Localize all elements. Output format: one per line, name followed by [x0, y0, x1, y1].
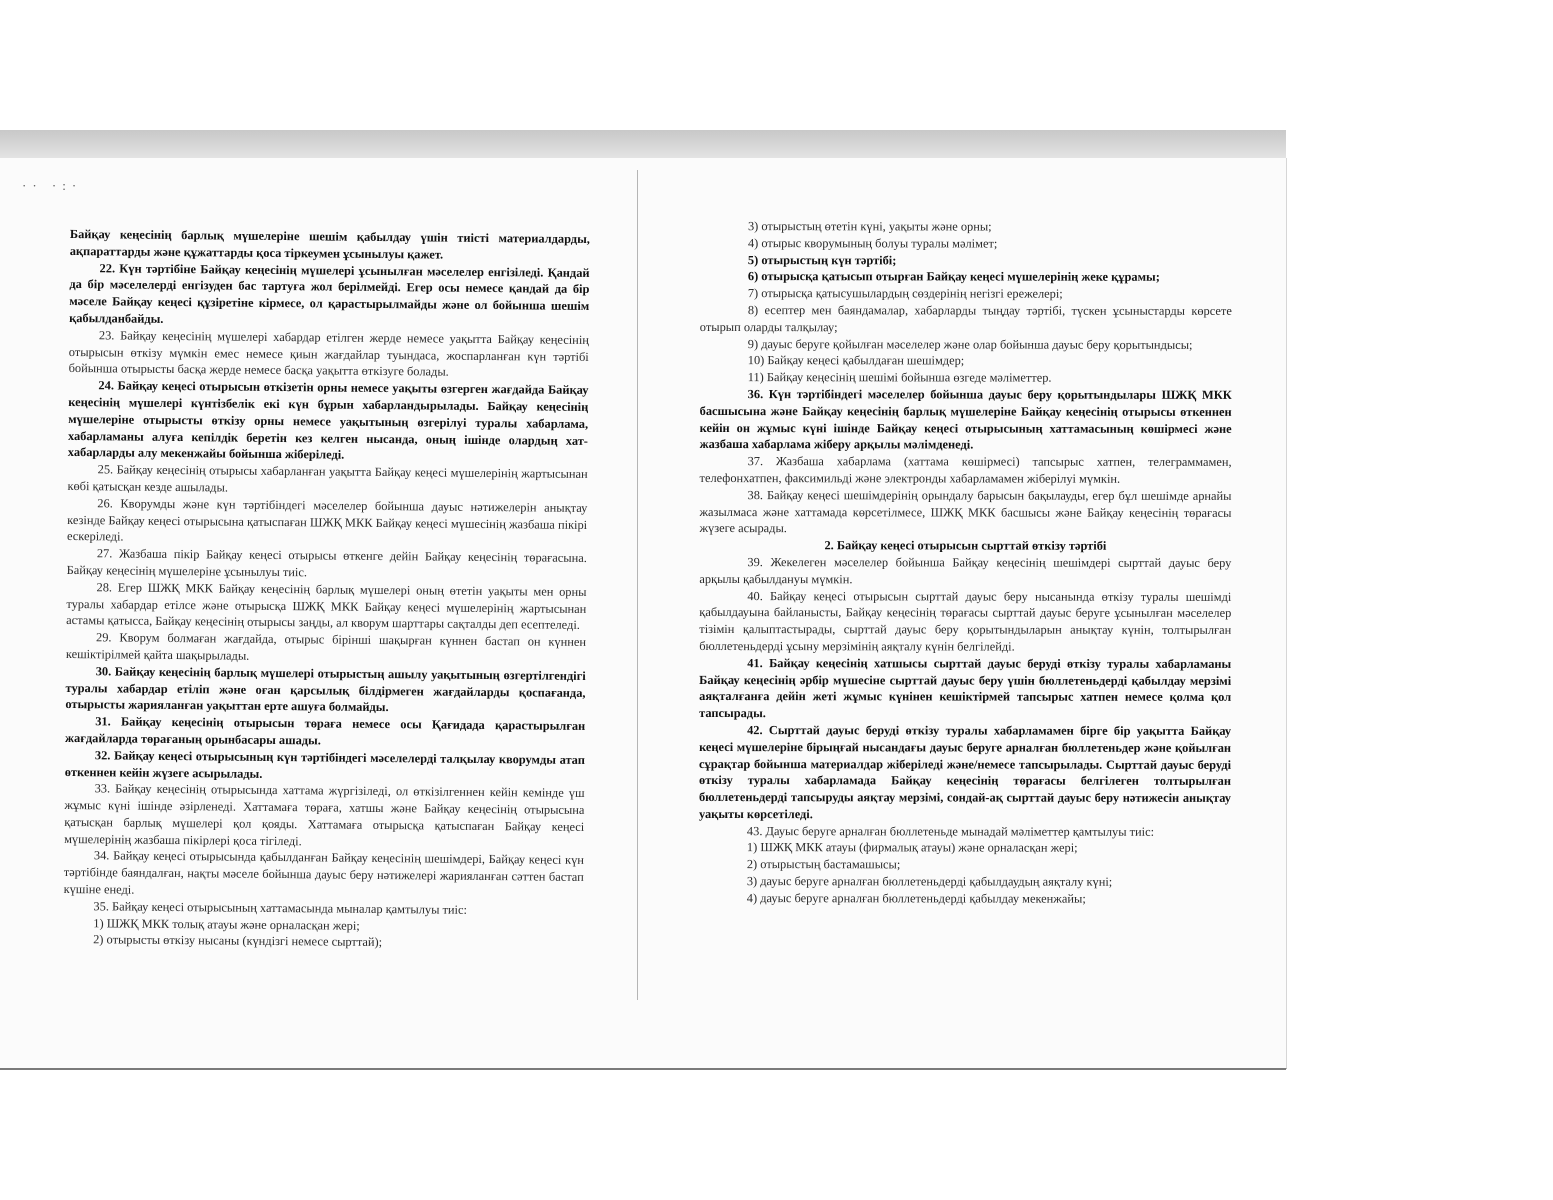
paragraph: 2) отырысты өткізу нысаны (күндізгі немесе сырттай); — [93, 932, 383, 950]
paragraph: 9) дауыс беруге қойылған мәселелер және олар бойынша дауыс беру қорытындысы; — [747, 336, 1193, 352]
scanner-bottom-edge — [0, 1068, 1286, 1070]
paragraph: 2. Байқау кеңесі отырысын сырттай өткізу тәртібі — [824, 538, 1107, 553]
paragraph: 29. Кворум болмаған жағдайда, отырыс бірінші шақырған күннен бастап он күннен кешіктірілмей қайта шақырылады. — [65, 630, 587, 663]
paragraph: 6) отырысқа қатысып отырған Байқау кеңесі мүшелерінің жеке құрамы; — [747, 269, 1160, 285]
paragraph: 4) дауыс беруге арналған бюллетеньдерді қабылдау мекенжайы; — [746, 890, 1086, 906]
page-fold-line — [637, 170, 638, 1000]
paragraph: 7) отырысқа қатысушылардың сөздерінің негізгі ережелері; — [747, 286, 1063, 301]
paragraph: 23. Байқау кеңесінің мүшелері хабардар етілген жерде немесе уақытта Байқау кеңесінің отырысын өткізу мүмкін емес немесе қиын жағдайлар туындаса, жоспарланған күн тәртібі бойынша отырысты басқа жерде немесе басқа уақытта өткізуге болады. — [68, 328, 589, 380]
paragraph: 33. Байқау кеңесінің отырысында хаттама жүргізіледі, ол өткізілгеннен кейін кемінде үш жұмыс күні ішінде әзірленеді. Хаттамаға төраға, хатшы және Байқау кеңесінің отырысына қатысқан барлық мүшелері қол қояды. Хаттамаға отырысқа қатыспаған Байқау кеңесі мүшелерінің жазбаша пікірлері қоса тігіледі. — [64, 781, 585, 848]
paragraph: 30. Байқау кеңесінің барлық мүшелері отырыстың ашылу уақытының өзгертілгендігі туралы хабардар етіліп және оған қарсылық білдірмеген жағдайларды қоспағанда, отырысты жарияланған уақыттан ерте ашуға болмайды. — [65, 663, 586, 715]
paragraph: 8) есептер мен баяндамалар, хабарларды тыңдау тәртібі, түскен ұсыныстарды көрсете отырып оларды талқылау; — [699, 303, 1232, 335]
paragraph: 1) ШЖҚ МКК атауы (фирмалық атауы) және орналасқан жері; — [746, 840, 1078, 856]
paragraph: 3) отырыстың өтетін күні, уақыты және орны; — [747, 219, 992, 234]
paragraph: 25. Байқау кеңесінің отырысы хабарланған уақытта Байқау кеңесі мүшелерінің жартысынан көбі қатысқан кезде ашылады. — [67, 462, 588, 495]
paragraph: 26. Кворумды және күн тәртібіндегі мәселелер бойынша дауыс нәтижелерін анықтау кезінде Байқау кеңесі отырысына қатыспаған ШЖҚ МКК Байқау кеңесі мүшесінің жазбаша пікірі ескеріледі. — [66, 496, 588, 544]
left-page-column — [63, 226, 590, 953]
paragraph: 4) отырыс кворумының болуы туралы мәлімет; — [747, 235, 998, 251]
paragraph: Байқау кеңесінің барлық мүшелеріне шешім қабылдау үшін тиісті материалдарды, ақпараттарды және құжаттарды қоса тіркеумен ұсынылуы қажет. — [69, 226, 590, 262]
scanner-top-shadow — [0, 130, 1286, 158]
paragraph: 36. Күн тәртібіндегі мәселелер бойынша дауыс беру қорытындылары ШЖҚ МКК басшысына және Байқау кеңесінің барлық мүшелеріне Байқау кеңесінің отырысы өткеннен кейін он жұмыс күні ішінде Байқау кеңесі отырысының хаттамасының көшірмесі және жазбаша хабарлама жіберу арқылы мәлімденеді. — [699, 387, 1232, 452]
paragraph: 42. Сырттай дауыс беруді өткізу туралы хабарламамен бірге бір уақытта Байқау кеңесі мүшелеріне бірыңғай нысандағы дауыс беруге арналған бюллетеньдер және қойылған сұрақтар бойынша материалдар жіберіледі және/немесе тапсырылады. Сырттай дауыс беруді өткізу туралы хабарламада Байқау кеңесінің төрағасы белгілеген толтырылған бюллетеньдерді тапсыруды аяқтау мерзімі, сондай-ақ сырттай дауыс беру нәтижесін анықтау уақыты көрсетіледі. — [698, 722, 1232, 822]
paragraph: 40. Байқау кеңесі отырысын сырттай дауыс беру нысанында өткізу туралы шешімді қабылдауына байланысты, Байқау кеңесінің төрағасы сырттай дауыс беруге ұсынылған мәселелер тізімін қалыптастырады, сырттай дауыс беру қорытындыларын анықтау күнін, толтырылған бюллетеньдерді ұсыну мерзімінің аяқталу күнін белгілейді. — [699, 588, 1232, 654]
paragraph: 32. Байқау кеңесі отырысының күн тәртібіндегі мәселелерді талқылау кворумды атап өткеннен кейін жүзеге асырылады. — [64, 747, 585, 781]
paragraph: 41. Байқау кеңесінің хатшысы сырттай дауыс беруді өткізу туралы хабарламаны Байқау кеңесінің әрбір мүшесіне сырттай дауыс беру үшін бюллетеньдерді қабылдау мерзімі аяқталғанға дейін жеті жұмыс күнінен кешіктірмей тапсырыс хатпен немесе қолма қол тапсырады. — [699, 655, 1232, 721]
paragraph: 2) отырыстың бастамашысы; — [746, 857, 901, 872]
paragraph: 39. Жекелеген мәселелер бойынша Байқау кеңесінің шешімдері сырттай дауыс беру арқылы қабылдануы мүмкін. — [699, 555, 1232, 587]
right-page-column — [699, 218, 1232, 908]
paragraph: 1) ШЖҚ МКК толық атауы және орналасқан жері; — [93, 915, 360, 933]
paragraph: 27. Жазбаша пікір Байқау кеңесі отырысы өткенге дейін Байқау кеңесінің төрағасына. Байқау кеңесінің мүшелеріне ұсынылуы тиіс. — [66, 546, 587, 580]
paragraph: 35. Байқау кеңесі отырысының хаттамасында мыналар қамтылуы тиіс: — [93, 899, 468, 917]
paragraph: 37. Жазбаша хабарлама (хаттама көшірмесі) тапсырыс хатпен, телеграммамен, телефонхатпен, факсимильді және электронды хабарламамен жіберілуі мүмкін. — [699, 454, 1232, 486]
paragraph: 10) Байқау кеңесі қабылдаған шешімдер; — [747, 353, 965, 368]
paragraph: 31. Байқау кеңесінің отырысын төраға немесе осы Қағидада қарастырылған жағдайларда төрағаның орынбасары ашады. — [65, 714, 586, 748]
paragraph: 11) Байқау кеңесінің шешімі бойынша өзгеде мәліметтер. — [747, 370, 1052, 385]
paragraph: 3) дауыс беруге арналған бюллетеньдерді қабылдаудың аяқталу күні; — [746, 874, 1113, 889]
paragraph: 5) отырыстың күн тәртібі; — [747, 252, 897, 267]
scan-noise-marks: ·· ·:· — [22, 178, 83, 193]
paragraph: 22. Күн тәртібіне Байқау кеңесінің мүшелері ұсынылған мәселелер енгізіледі. Қандай да бір мәселелерді енгізуден бас тартуға жол берілмейді. Егер осы немесе қандай да бір мәселе Байқау кеңесі құзіретіне кірмесе, ол қарастырылмайды және ол бойынша шешім қабылданбайды. — [69, 260, 590, 326]
paragraph: 24. Байқау кеңесі отырысын өткізетін орны немесе уақыты өзгерген жағдайда Байқау кеңесінің мүшелері күнтізбелік екі күн бұрын хабарландырылады. Байқау кеңесінің мүшелеріне отырысты өткізу орны немесе уақытының өзгерілуі туралы хабарлама, хабарламаны алуға кепілдік беретін кез келген нысанда, оның ішінде олардың хат-хабарларды алу мекенжайы бойынша жіберіледі. — [67, 378, 589, 463]
paragraph: 43. Дауыс беруге арналған бюллетеньде мынадай мәліметтер қамтылуы тиіс: — [746, 823, 1155, 839]
paragraph: 38. Байқау кеңесі шешімдерінің орындалу барысын бақылауды, егер бұл шешімде арнайы жазылмаса және хаттамада көрсетілмесе, ШЖҚ МКК басшысы және Байқау кеңесінің төрағасы жүзеге асырады. — [699, 487, 1232, 536]
paragraph: 34. Байқау кеңесі отырысында қабылданған Байқау кеңесінің шешімдері, Байқау кеңесі күн тәртібінде баяндалған, нақты мәселе бойынша дауыс беру нәтижелері жарияланған сәттен бастап күшіне енеді. — [63, 848, 585, 897]
paragraph: 28. Егер ШЖҚ МКК Байқау кеңесінің барлық мүшелері оның өтетін уақыты мен орны туралы хабардар етілсе және отырысқа ШЖҚ МКК Байқау кеңесі мүшелерінің жартысынан астамы қатысса, Байқау кеңесінің отырысы заңды, ал кворум шарттары сақталды деп есептеледі. — [66, 580, 587, 633]
